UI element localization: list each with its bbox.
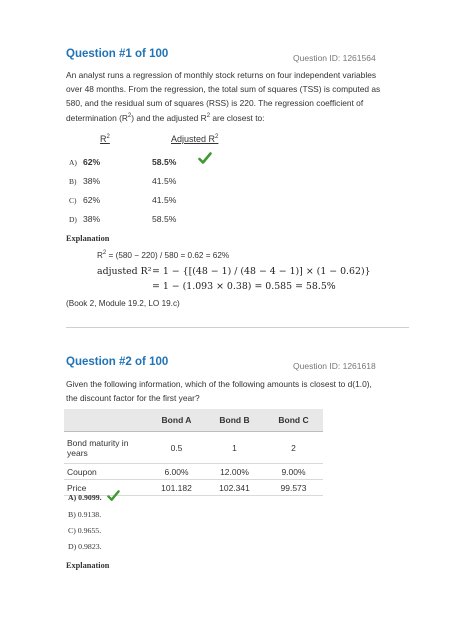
adjusted-r2-formula-line-1: = 1 − {[(48 − 1) / (48 − 4 − 1)] × (1 − 0.62)}	[152, 266, 371, 277]
answer-option-a[interactable]: A) 62% 58.5%	[69, 157, 177, 167]
question-2-title: Question #2 of 100	[66, 356, 169, 368]
bond-table	[64, 409, 323, 496]
table-header-bond-c: Bond C	[264, 409, 323, 432]
answer-option-c[interactable]: C) 0.9655.	[68, 526, 102, 535]
answer-option-b[interactable]: B) 38% 41.5%	[69, 176, 177, 186]
table-row: Price 101.182 102.341 99.573	[64, 480, 323, 496]
question-1-title: Question #1 of 100	[66, 48, 169, 60]
checkmark-icon	[198, 152, 212, 165]
column-header-adjusted-r2: Adjusted $R^2$	[171, 134, 219, 144]
table-header-empty	[64, 409, 148, 432]
answer-option-a[interactable]: A) 0.9099.	[68, 493, 102, 502]
question-2-text: Given the following information, which of the following amounts is closest to d(1.0), the discount factor for the first year?	[66, 379, 372, 404]
table-header-bond-a: Bond A	[148, 409, 205, 432]
reference-text: (Book 2, Module 19.2, LO 19.c)	[66, 299, 180, 308]
r-squared-formula: $R^2 = (580 - 220) / 580 = 0.62 = 62\%$	[97, 250, 230, 260]
answer-option-b[interactable]: B) 0.9138.	[68, 510, 102, 519]
table-row: Bond maturity in years 0.5 1 2	[64, 432, 323, 464]
answer-option-d[interactable]: D) 0.9823.	[68, 542, 102, 551]
question-1-id: Question ID: 1261564	[293, 53, 376, 63]
explanation-heading: Explanation	[66, 561, 110, 570]
adjusted-r2-label: adjusted R²	[97, 266, 152, 277]
checkmark-icon	[107, 490, 120, 502]
answer-option-d[interactable]: D) 38% 58.5%	[69, 214, 177, 224]
question-divider	[66, 327, 409, 328]
question-1-text: An analyst runs a regression of monthly stock returns on four independent variables over 48 months. From the regression, the total sum of squares (TSS) is computed as 580, and the residual sum of squares (RSS) is 220. The regression coefficient of determination $(R^2)$ and the adjusted $R^2$ are closest to:	[66, 70, 381, 123]
table-header-row	[64, 409, 323, 432]
answer-option-c[interactable]: C) 62% 41.5%	[69, 195, 177, 205]
adjusted-r2-formula-line-2: = 1 − (1.093 × 0.38) = 0.585 = 58.5%	[152, 281, 336, 292]
explanation-heading: Explanation	[66, 234, 110, 243]
question-2-id: Question ID: 1261618	[293, 361, 376, 371]
column-header-r2: $R^2$	[100, 134, 110, 144]
table-header-bond-b: Bond B	[205, 409, 264, 432]
table-row: Coupon 6.00% 12.00% 9.00%	[64, 464, 323, 480]
